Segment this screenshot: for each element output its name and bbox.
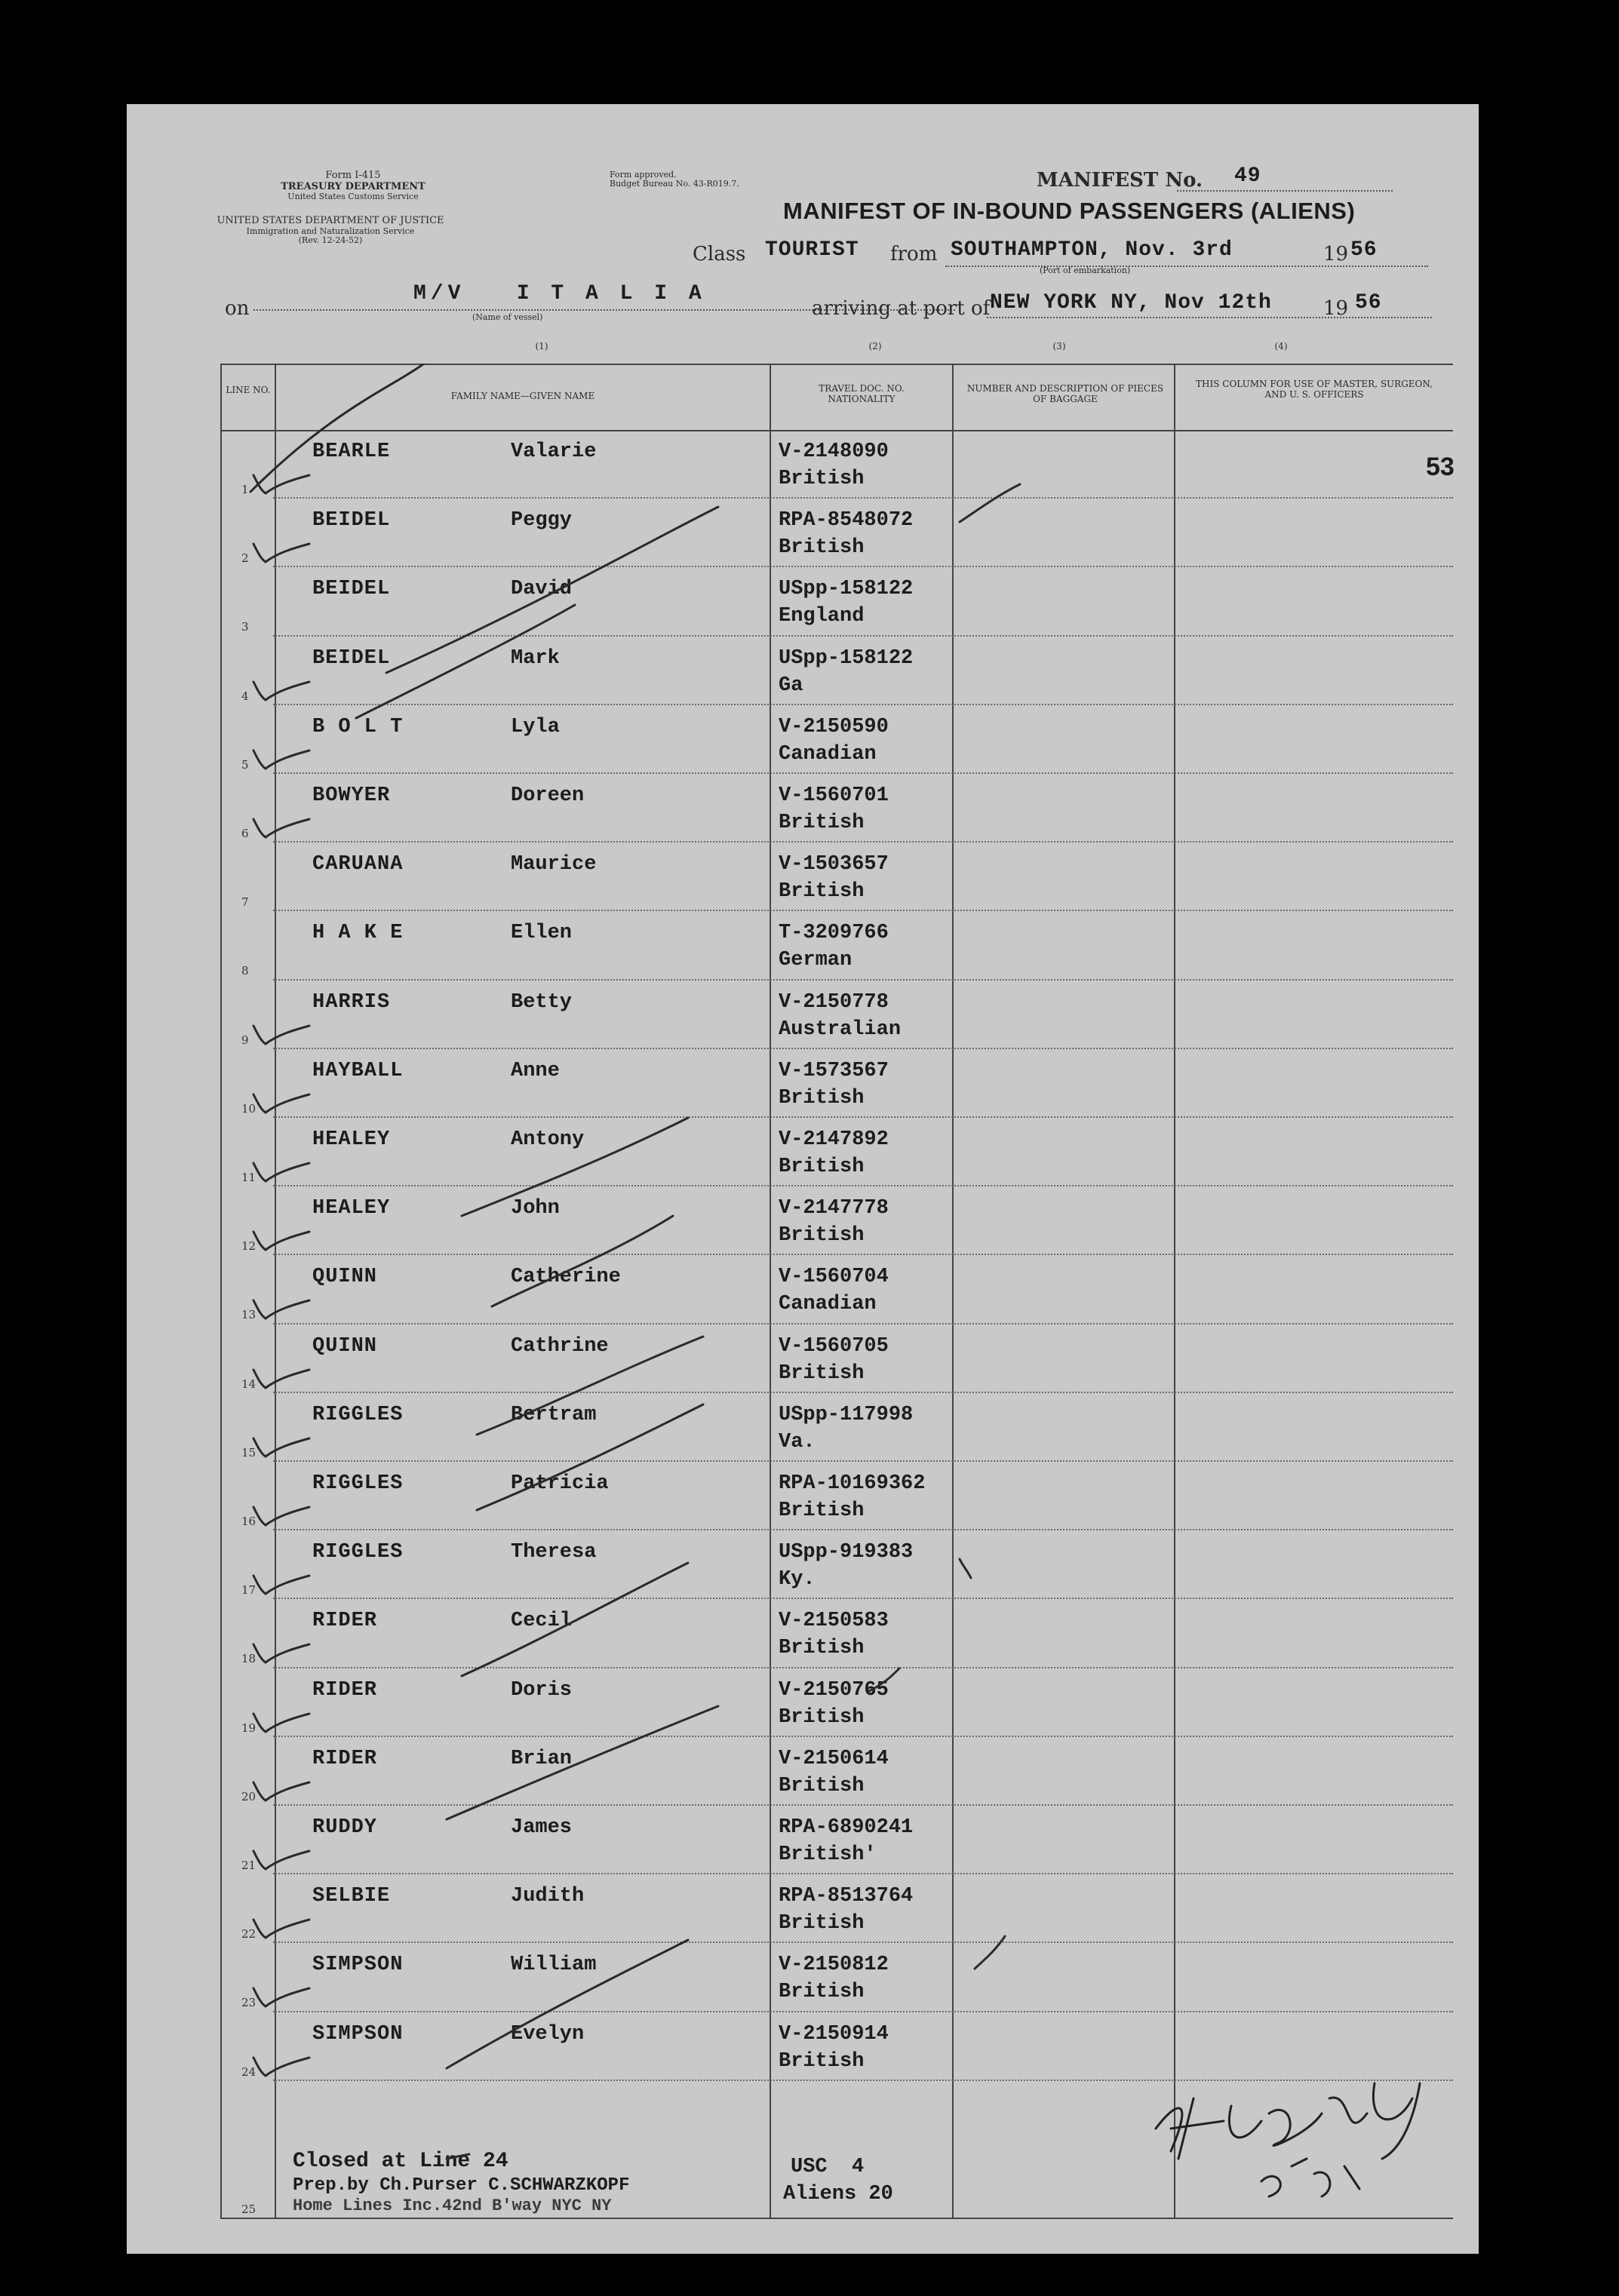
given-name: Evelyn xyxy=(511,2022,585,2046)
travel-doc-number: V-2150583 xyxy=(779,1610,889,1633)
family-name: CARUANA xyxy=(312,853,404,876)
family-name: HEALEY xyxy=(312,1197,391,1220)
revision: (Rev. 12-24-52) xyxy=(298,235,363,245)
given-name: Catherine xyxy=(511,1266,621,1289)
travel-doc-number: V-1560704 xyxy=(779,1266,889,1289)
arrival-year-prefix: 19 xyxy=(1323,297,1349,320)
travel-doc-number: V-2150778 xyxy=(779,990,889,1014)
given-name: Ellen xyxy=(511,922,573,945)
travel-doc-number: V-2147778 xyxy=(779,1197,889,1220)
given-name: William xyxy=(511,1954,597,1977)
nationality: British xyxy=(779,1361,865,1385)
nationality: Canadian xyxy=(779,1293,877,1316)
family-name: RIDER xyxy=(312,1678,378,1702)
line-number: 18 xyxy=(241,1652,257,1666)
nationality: British xyxy=(779,2049,865,2073)
given-name: Valarie xyxy=(511,440,597,463)
nationality: Va. xyxy=(779,1430,816,1453)
closed-at-line: Closed at Line 24 xyxy=(293,2150,508,2173)
travel-doc-number: USpp-158122 xyxy=(779,646,914,670)
nationality: German xyxy=(779,949,853,972)
travel-doc-number: USpp-919383 xyxy=(779,1541,914,1564)
given-name: Theresa xyxy=(511,1541,597,1564)
line-number: 15 xyxy=(241,1445,257,1460)
manifest-number-value: 49 xyxy=(1234,164,1261,188)
manifest-number-label: MANIFEST No. xyxy=(1037,169,1203,192)
family-name: RIDER xyxy=(312,1747,378,1770)
col-doc-header-line2: NATIONALITY xyxy=(828,394,896,405)
given-name: Doris xyxy=(511,1678,573,1702)
vessel-name: M/V I T A L I A xyxy=(413,282,706,305)
family-name: BEIDEL xyxy=(312,578,391,601)
line-number: 23 xyxy=(241,1996,257,2010)
year-value: 56 xyxy=(1350,238,1378,262)
given-name: Lyla xyxy=(511,715,560,738)
given-name: Doreen xyxy=(511,784,585,807)
nationality: British xyxy=(779,1912,865,1935)
nationality: British xyxy=(779,468,865,490)
line-number: 10 xyxy=(241,1101,257,1116)
passenger-table xyxy=(220,364,1453,2219)
travel-doc-number: RPA-8513764 xyxy=(779,1885,914,1908)
arriving-line xyxy=(987,317,1432,318)
family-name: HEALEY xyxy=(312,1128,391,1151)
port-embarkation-caption: (Port of embarkation) xyxy=(1040,266,1131,275)
nationality: Canadian xyxy=(779,742,877,766)
family-name: SIMPSON xyxy=(312,1954,404,1977)
justice-dept: UNITED STATES DEPARTMENT OF JUSTICE xyxy=(217,215,444,226)
family-name: RIGGLES xyxy=(312,1472,404,1495)
line-number: 13 xyxy=(241,1308,257,1322)
family-name: RIGGLES xyxy=(312,1403,404,1426)
travel-doc-number: RPA-8548072 xyxy=(779,509,914,533)
line-number: 2 xyxy=(241,551,249,566)
family-name: QUINN xyxy=(312,1334,378,1358)
line-number: 14 xyxy=(241,1377,257,1391)
line-number: 9 xyxy=(241,1033,249,1047)
nationality: British xyxy=(779,812,865,834)
line-number: 7 xyxy=(241,895,249,910)
given-name: James xyxy=(511,1816,573,1839)
travel-doc-number: RPA-6890241 xyxy=(779,1816,914,1839)
line-number: 4 xyxy=(241,689,249,703)
family-name: BOWYER xyxy=(312,784,391,807)
travel-doc-number: V-1503657 xyxy=(779,853,889,876)
nationality: British xyxy=(779,536,865,560)
line-number: 8 xyxy=(241,964,249,978)
nationality: British xyxy=(779,1499,865,1522)
budget-bureau: Budget Bureau No. 43-R019.7. xyxy=(610,179,739,189)
line-number: 24 xyxy=(241,2064,257,2079)
given-name: Betty xyxy=(511,990,573,1014)
prepared-by: Prep.by Ch.Purser C.SCHWARZKOPF xyxy=(293,2175,630,2196)
manifest-sheet xyxy=(127,104,1479,2254)
nationality: British xyxy=(779,1224,865,1248)
family-name: H A K E xyxy=(312,922,404,945)
col-officer-header: THIS COLUMN FOR USE OF MASTER, SURGEON, AND U. S. OFFICERS xyxy=(1196,379,1433,401)
from-line xyxy=(945,266,1428,267)
class-value: TOURIST xyxy=(765,238,859,262)
given-name: Maurice xyxy=(511,853,597,876)
arriving-port-value: NEW YORK NY, Nov 12th xyxy=(990,291,1272,315)
family-name: HAYBALL xyxy=(312,1059,404,1082)
travel-doc-number: RPA-10169362 xyxy=(779,1472,926,1495)
travel-doc-number: V-2150614 xyxy=(779,1747,889,1770)
travel-doc-number: V-2150914 xyxy=(779,2022,889,2046)
travel-doc-number: T-3209766 xyxy=(779,922,889,945)
form-approved: Form approved. xyxy=(610,170,677,180)
line-number: 17 xyxy=(241,1583,257,1598)
travel-doc-number: V-2147892 xyxy=(779,1128,889,1151)
from-label: from xyxy=(890,243,938,266)
handwritten-marks xyxy=(220,364,1453,2219)
aliens-count: Aliens 20 xyxy=(783,2183,893,2205)
on-label: on xyxy=(225,297,250,320)
justice-block xyxy=(210,216,451,245)
travel-doc-number: V-2150812 xyxy=(779,1954,889,1977)
line-number: 11 xyxy=(241,1171,257,1184)
nationality: British xyxy=(779,1774,865,1797)
col-baggage-header: NUMBER AND DESCRIPTION OF PIECES OF BAGGAGE xyxy=(966,383,1164,405)
family-name: RIGGLES xyxy=(312,1541,404,1564)
line-number: 12 xyxy=(241,1239,257,1254)
travel-doc-number: V-1560701 xyxy=(779,784,889,807)
nationality: British xyxy=(779,880,865,904)
officer-count: 53 xyxy=(1426,453,1455,481)
line-number: 16 xyxy=(241,1515,257,1528)
arriving-label: arriving at port of xyxy=(812,297,991,320)
usc-count: USC 4 xyxy=(791,2156,865,2178)
given-name: Judith xyxy=(511,1885,585,1908)
travel-doc-number: V-1560705 xyxy=(779,1334,889,1358)
line-number: 5 xyxy=(241,757,249,772)
given-name: John xyxy=(511,1197,560,1220)
nationality: British xyxy=(779,1705,865,1729)
line-number: 25 xyxy=(241,2202,257,2216)
line-number: 22 xyxy=(241,1927,257,1941)
form-number: Form I-415 xyxy=(325,170,381,181)
given-name: Patricia xyxy=(511,1472,609,1495)
family-name: RIDER xyxy=(312,1610,378,1633)
nationality: British xyxy=(779,1156,865,1178)
given-name: Antony xyxy=(511,1128,585,1151)
given-name: Cathrine xyxy=(511,1334,609,1358)
nationality: British xyxy=(779,1086,865,1110)
given-name: Brian xyxy=(511,1747,573,1770)
form-agency-block xyxy=(240,170,466,201)
given-name: Anne xyxy=(511,1059,560,1082)
nationality: British xyxy=(779,1981,865,2004)
class-label: Class xyxy=(693,243,746,266)
travel-doc-number: V-2150590 xyxy=(779,715,889,738)
line-number: 1 xyxy=(241,483,249,496)
manifest-number-line xyxy=(1177,190,1393,192)
family-name: SELBIE xyxy=(312,1885,391,1908)
nationality: England xyxy=(779,605,865,628)
family-name: BEIDEL xyxy=(312,646,391,670)
line-number: 6 xyxy=(241,827,249,840)
nationality: Australian xyxy=(779,1018,902,1041)
family-name: SIMPSON xyxy=(312,2022,404,2046)
travel-doc-number: USpp-117998 xyxy=(779,1403,914,1426)
col3-number: (3) xyxy=(1052,341,1066,351)
col-name-header: FAMILY NAME—GIVEN NAME xyxy=(450,391,595,401)
nationality: Ky. xyxy=(779,1568,816,1592)
col-line-header: LINE NO. xyxy=(226,385,271,395)
line-number: 3 xyxy=(241,620,249,634)
travel-doc-number: V-2148090 xyxy=(779,440,889,463)
given-name: Peggy xyxy=(511,509,573,533)
line-number: 21 xyxy=(241,1859,257,1872)
treasury-dept: TREASURY DEPARTMENT xyxy=(281,180,425,192)
col-doc-header-line1: TRAVEL DOC. NO. xyxy=(819,383,905,394)
given-name: Mark xyxy=(511,646,560,670)
family-name: HARRIS xyxy=(312,990,391,1014)
given-name: Bertram xyxy=(511,1403,597,1426)
travel-doc-number: V-2150765 xyxy=(779,1678,889,1702)
nationality: British' xyxy=(779,1843,877,1866)
family-name: BEARLE xyxy=(312,440,391,463)
col4-number: (4) xyxy=(1274,341,1288,351)
line-number: 19 xyxy=(241,1720,257,1735)
given-name: David xyxy=(511,578,573,601)
line-number: 20 xyxy=(241,1789,257,1803)
family-name: B O L T xyxy=(312,715,404,738)
given-name: Cecil xyxy=(511,1610,573,1633)
year-prefix: 19 xyxy=(1323,243,1349,266)
col1-number: (1) xyxy=(535,341,548,351)
arrival-year-value: 56 xyxy=(1355,291,1382,315)
vessel-caption: (Name of vessel) xyxy=(472,312,543,322)
approval-block xyxy=(610,170,791,189)
col2-number: (2) xyxy=(868,341,882,351)
family-name: QUINN xyxy=(312,1266,378,1289)
travel-doc-number: USpp-158122 xyxy=(779,578,914,601)
from-value: SOUTHAMPTON, Nov. 3rd xyxy=(951,238,1233,262)
nationality: British xyxy=(779,1637,865,1660)
family-name: RUDDY xyxy=(312,1816,378,1839)
nationality: Ga xyxy=(779,674,803,697)
travel-doc-number: V-1573567 xyxy=(779,1059,889,1082)
manifest-title: MANIFEST OF IN-BOUND PASSENGERS (ALIENS) xyxy=(783,198,1356,224)
ins-service: Immigration and Naturalization Service xyxy=(246,226,415,236)
family-name: BEIDEL xyxy=(312,509,391,533)
shipping-agent: Home Lines Inc.42nd B'way NYC NY xyxy=(293,2196,612,2215)
customs-service: United States Customs Service xyxy=(287,192,419,202)
